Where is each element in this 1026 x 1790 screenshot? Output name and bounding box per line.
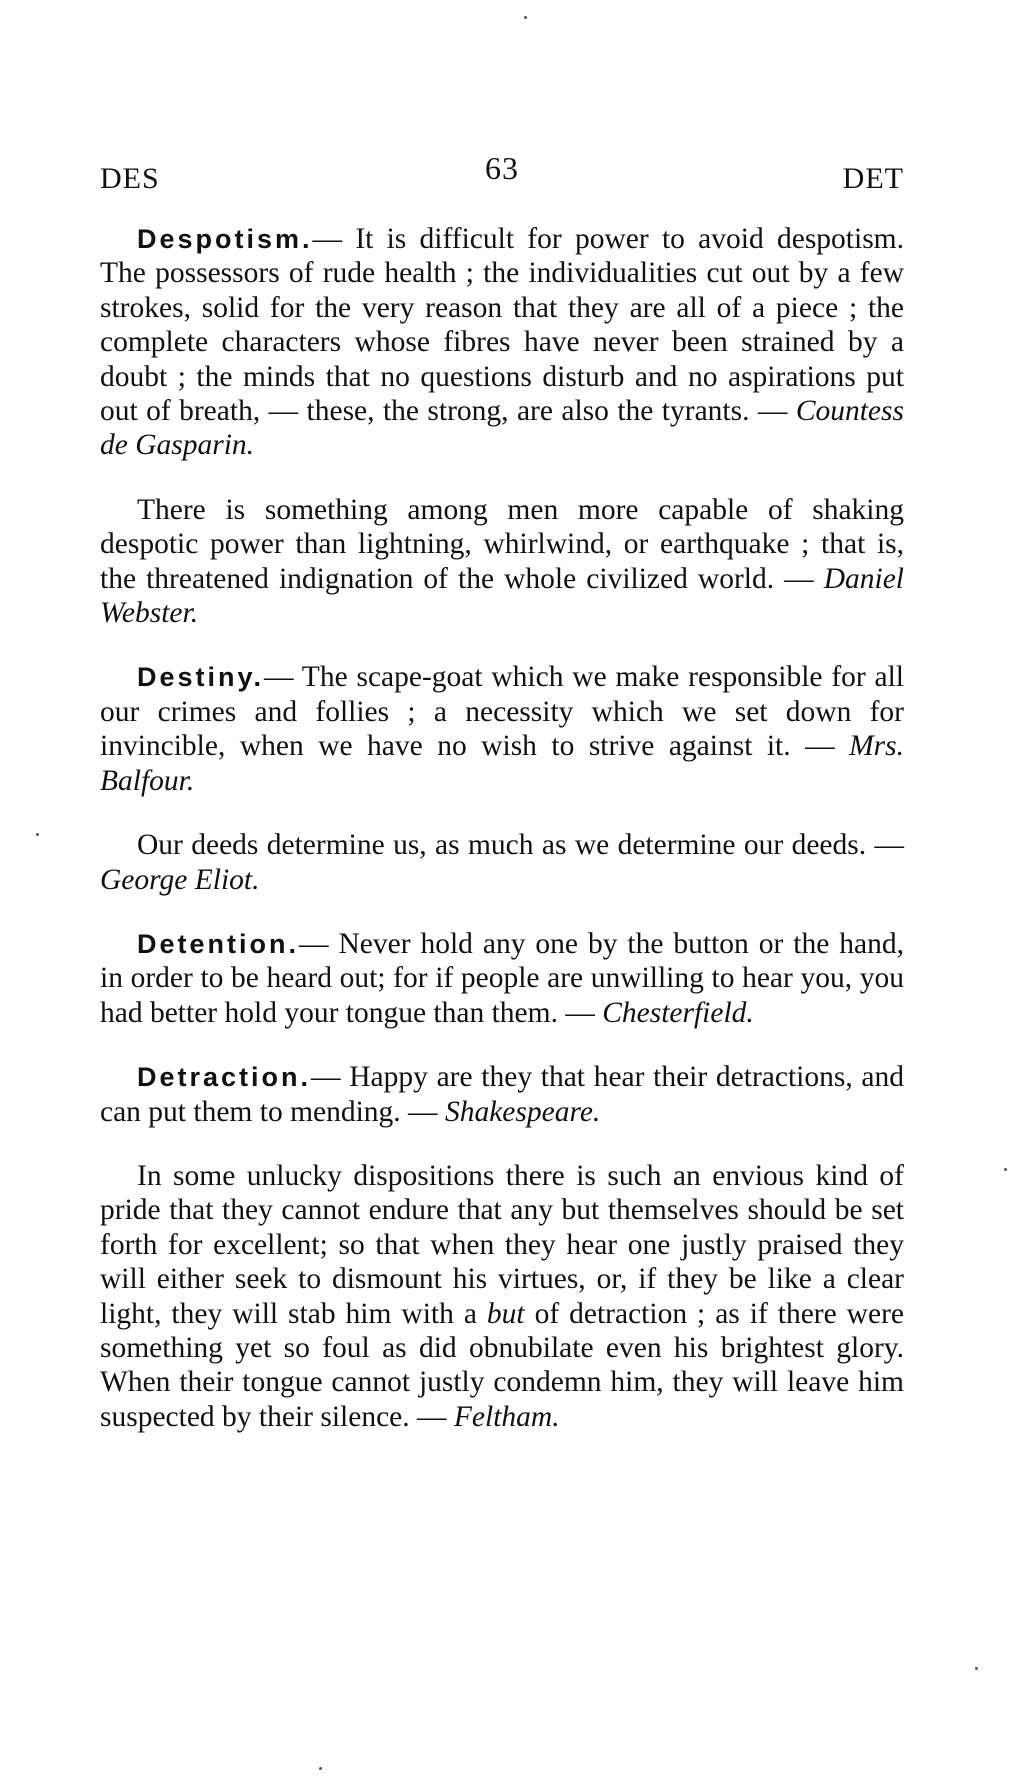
page-number: 63 bbox=[485, 150, 519, 186]
running-head bbox=[100, 150, 904, 200]
speck bbox=[1004, 1168, 1007, 1171]
headword: Detention. bbox=[137, 928, 299, 959]
entry-despotism-2 bbox=[100, 493, 904, 631]
quote-text: — Happy are they that hear their detractions, and can put them to mending. — bbox=[100, 1061, 904, 1128]
entry-detention bbox=[100, 927, 904, 1030]
quote-text: of detraction ; as if there were something yet so foul as did obnubilate even his brightest glory. When their tongue cannot justly condemn him, they will leave him suspected by their silence. — bbox=[100, 1297, 904, 1433]
quote-text-lead: In some unlucky dispositions there is such an envious kind of pride that they cannot endure that any but themselves should be set forth for excellent; so that when they hear one justly praised they will either seek to dismount his virtues, or, if they be like a clear light, they will stab him with a bbox=[100, 1159, 904, 1330]
quote-author: Feltham. bbox=[453, 1400, 560, 1433]
entry-detraction bbox=[100, 1060, 904, 1129]
quote-author: Countess de Gasparin. bbox=[100, 395, 904, 462]
headword: Detraction. bbox=[137, 1062, 312, 1093]
headword: Destiny. bbox=[137, 662, 265, 693]
running-head-left: DES bbox=[100, 162, 160, 195]
quote-text: There is something among men more capable of shaking despotic power than lightning, whirlwind, or earthquake ; that is, the threatened indignation of the whole civilized world. — bbox=[100, 493, 904, 595]
quote-text: — Never hold any one by the button or the hand, in order to be heard out; for if people are unwilling to hear you, you had better hold your tongue than them. — bbox=[100, 927, 904, 1029]
quote-text: — The scape-goat which we make responsible for all our crimes and follies ; a necessity which we set down for invincible, when we have no wish to strive against it. — bbox=[100, 661, 904, 763]
quote-text: Our deeds determine us, as much as we determine our deeds. — bbox=[137, 829, 904, 862]
quote-author: Daniel Webster. bbox=[100, 562, 904, 630]
speck bbox=[524, 16, 527, 19]
quote-text: — It is difficult for power to avoid despotism. The possessors of rude health ; the individualities cut out by a few strokes, solid for the very reason that they are all of a piece ; the complete characters whose fibres have never been strained by a doubt ; the minds that no questions disturb and no aspirations put out of breath, — these, the strong, are also the tyrants. — bbox=[100, 223, 904, 428]
quote-author: George Eliot. bbox=[100, 863, 260, 896]
speck bbox=[319, 1767, 322, 1770]
quote-author: Shakespeare. bbox=[444, 1095, 601, 1128]
running-head-right: DET bbox=[842, 162, 904, 195]
speck bbox=[975, 1667, 978, 1670]
italic-word: but bbox=[486, 1297, 525, 1330]
quote-author: Mrs. Balfour. bbox=[100, 730, 904, 797]
entry-detraction-2 bbox=[100, 1159, 904, 1434]
page-body bbox=[100, 222, 904, 1464]
speck bbox=[36, 833, 39, 836]
entry-destiny-2 bbox=[100, 828, 904, 897]
quote-author: Chesterfield. bbox=[602, 996, 754, 1029]
entry-despotism bbox=[100, 222, 904, 463]
headword: Despotism. bbox=[137, 224, 313, 254]
entry-destiny bbox=[100, 660, 904, 798]
